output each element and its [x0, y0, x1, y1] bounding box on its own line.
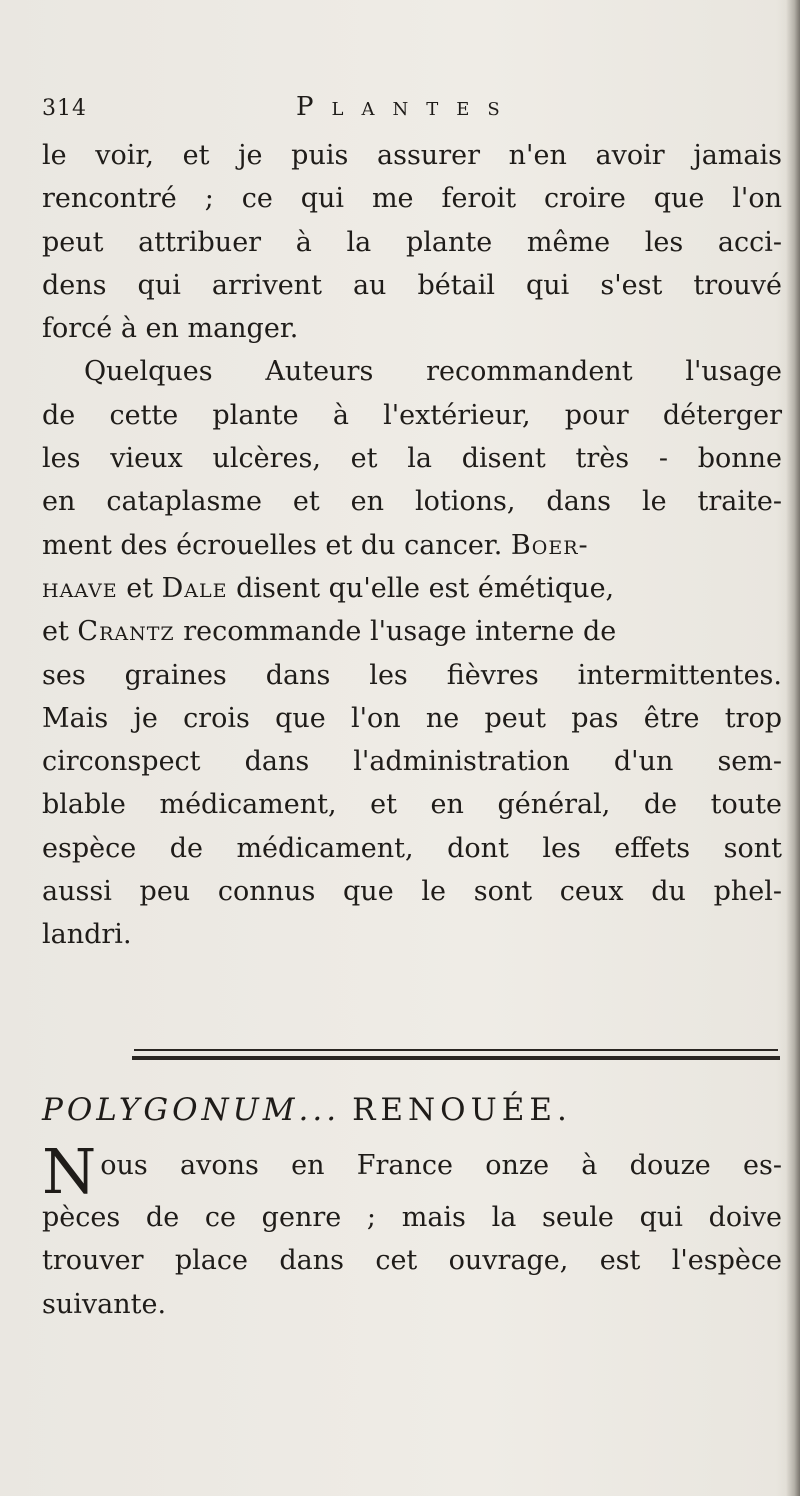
text-line: dens qui arrivent au bétail qui s'est trouvé: [42, 269, 782, 301]
text-line: circonspect dans l'administration d'un sem-: [42, 746, 782, 778]
section-heading: [42, 1092, 782, 1128]
text-line: pèces de ce genre ; mais la seule qui doive: [42, 1202, 782, 1233]
text-fragment: recommande l'usage interne de: [174, 616, 617, 648]
text-line: trouver place dans cet ouvrage, est l'espèce: [42, 1245, 782, 1277]
text-line: aussi peu connus que le sont ceux du phel-: [42, 876, 782, 908]
text-line: de cette plante à l'extérieur, pour déterger: [42, 399, 782, 431]
running-title: Plantes: [296, 92, 518, 122]
text-fragment: et: [42, 616, 78, 648]
text-line: les vieux ulcères, et la disent très - bonne: [42, 443, 782, 475]
section-divider-thick: [132, 1056, 780, 1060]
section-text: [42, 1135, 782, 1326]
drop-cap: N: [42, 1135, 97, 1208]
paragraph-start: Quelques Auteurs recommandent l'usage: [84, 356, 782, 388]
text-fragment: disent qu'elle est émétique,: [227, 572, 615, 604]
author-name-boerhaave: Boer-: [510, 529, 589, 561]
author-name-crantz: Crantz: [77, 616, 175, 648]
text-line: ous avons en France onze à douze es-: [100, 1150, 782, 1181]
text-line: espèce de médicament, dont les effets sont: [42, 832, 782, 864]
section-divider-thin: [134, 1049, 778, 1051]
page-number: 314: [42, 96, 87, 121]
text-line: Mais je crois que l'on ne peut pas être trop: [42, 702, 782, 734]
text-line: landri.: [42, 919, 132, 951]
text-fragment: ment des écrouelles et du cancer.: [42, 529, 511, 561]
text-line: [42, 524, 782, 567]
body-text: [42, 134, 782, 957]
text-line: forcé à en manger.: [42, 313, 299, 345]
text-fragment: et: [117, 572, 162, 604]
page-edge-shadow: [786, 0, 800, 1496]
text-line: suivante.: [42, 1288, 167, 1320]
text-line: le voir, et je puis assurer n'en avoir jamais: [42, 140, 782, 171]
author-name-dale: Dale: [161, 572, 228, 604]
text-line: [42, 567, 782, 610]
text-line: rencontré ; ce qui me feroit croire que l'on: [42, 183, 782, 215]
text-line: [42, 610, 782, 653]
text-line: blable médicament, et en général, de toute: [42, 789, 782, 821]
page-header: [42, 92, 742, 132]
text-line: en cataplasme et en lotions, dans le traite-: [42, 486, 782, 518]
text-line: peut attribuer à la plante même les acci-: [42, 226, 782, 258]
author-name-boerhaave-cont: haave: [42, 572, 118, 604]
heading-latin-name: POLYGONUM...: [42, 1092, 341, 1128]
heading-french-name: RENOUÉE.: [352, 1092, 572, 1128]
text-line: ses graines dans les fièvres intermittentes.: [42, 659, 782, 691]
